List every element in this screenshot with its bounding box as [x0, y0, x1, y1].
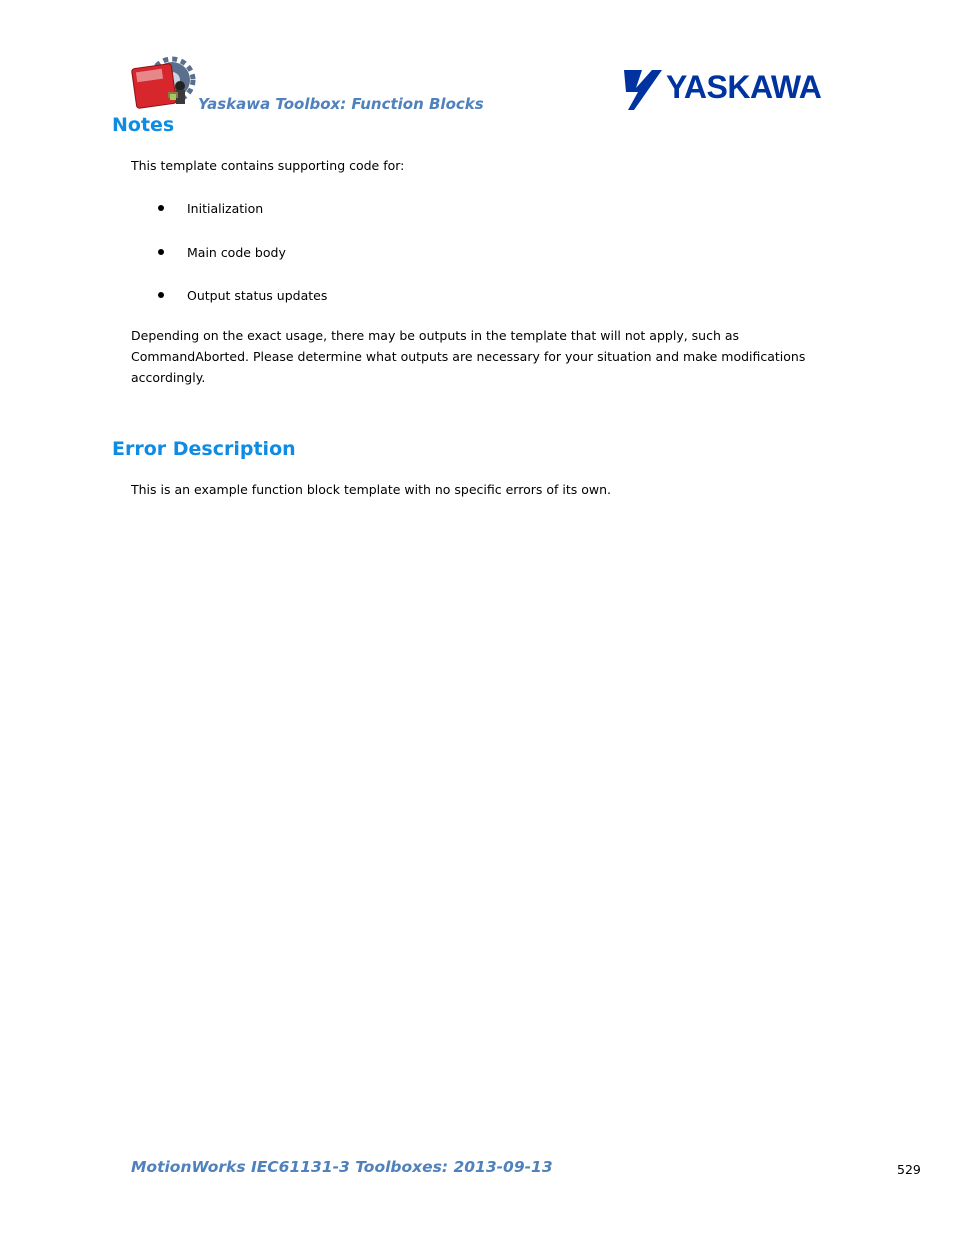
notes-paragraph — [131, 325, 805, 388]
page-number: 529 — [897, 1162, 921, 1177]
footer-title: MotionWorks IEC61131-3 Toolboxes: 2013-09-13 — [131, 1158, 553, 1176]
bullet-icon — [158, 249, 164, 255]
error-description-text: This is an example function block template with no specific errors of its own. — [131, 482, 612, 497]
bullet-icon — [158, 205, 164, 211]
paragraph-line: CommandAborted. Please determine what outputs are necessary for your situation and make modifications — [131, 349, 806, 364]
header-title: Yaskawa Toolbox: Function Blocks — [198, 95, 484, 113]
yaskawa-logo-text: YASKAWA — [666, 69, 822, 105]
yaskawa-logo — [622, 66, 844, 112]
error-description-heading: Error Description — [112, 438, 296, 460]
paragraph-line: accordingly. — [131, 370, 206, 385]
bullet-icon — [158, 292, 164, 298]
notes-intro: This template contains supporting code for: — [131, 158, 405, 173]
toolbox-logo-icon — [128, 56, 200, 112]
paragraph-line: Depending on the exact usage, there may be outputs in the template that will not apply, such as — [131, 328, 740, 343]
notes-heading: Notes — [112, 114, 175, 136]
